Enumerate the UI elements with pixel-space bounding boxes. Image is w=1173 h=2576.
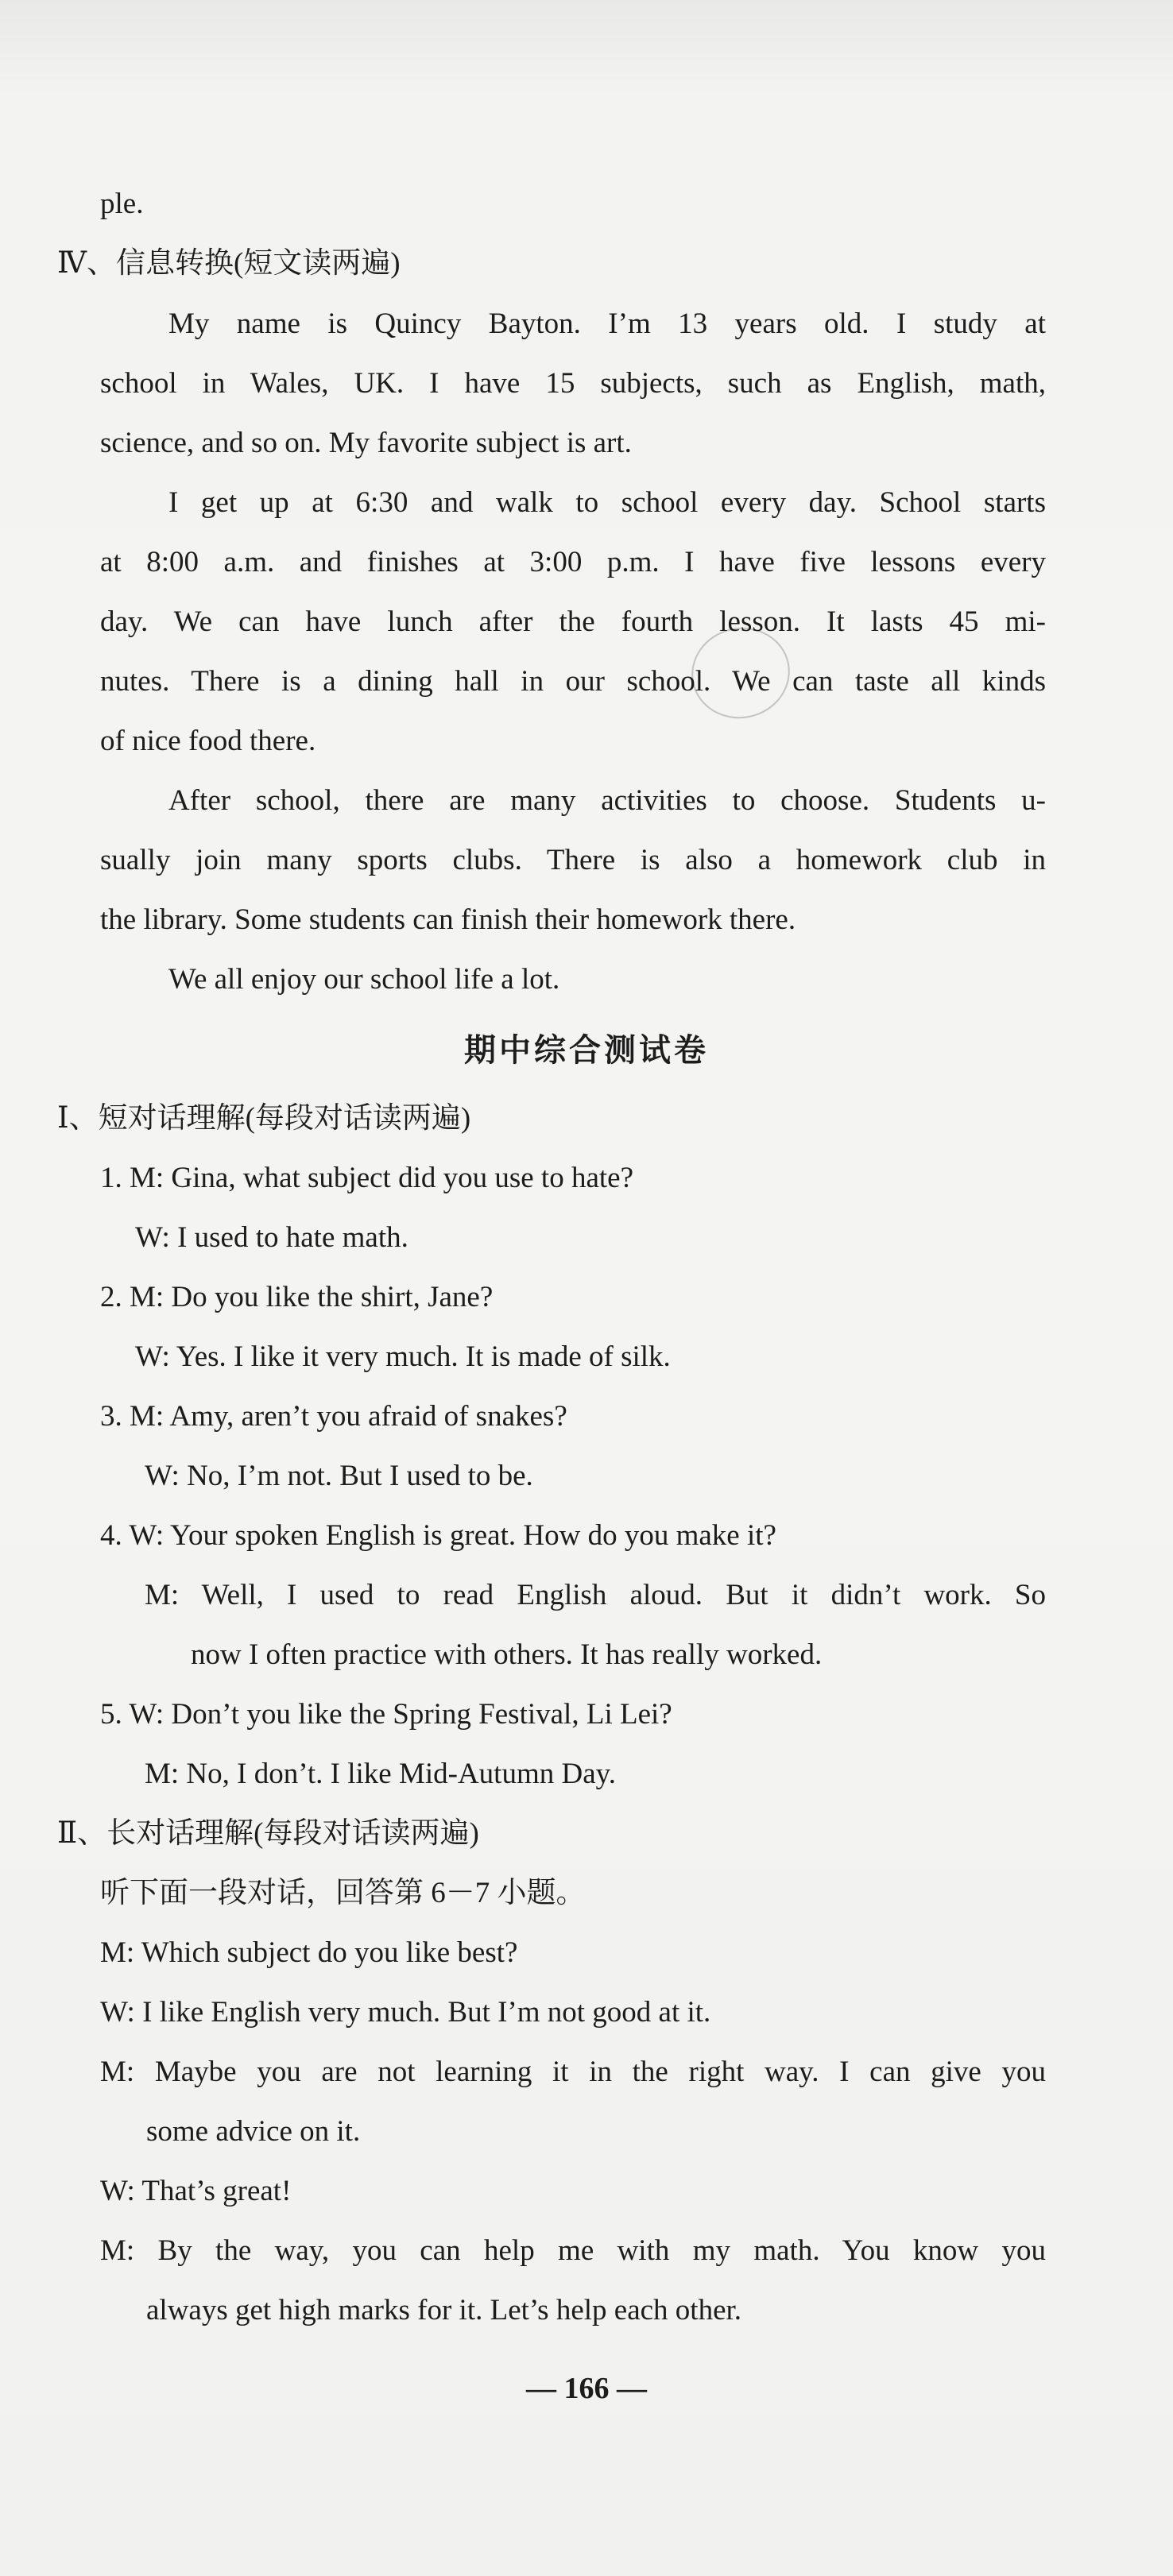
text-line: always get high marks for it. Let’s help each other. <box>146 2294 742 2327</box>
text-line: 2. M: Do you like the shirt, Jane? <box>100 1281 494 1313</box>
text-line: day. We can have lunch after the fourth lesson. It lasts 45 mi- <box>100 605 1046 638</box>
text-line: some advice on it. <box>146 2115 361 2148</box>
text-line: W: I like English very much. But I’m not good at it. <box>100 1996 711 2029</box>
text-line: at 8:00 a.m. and finishes at 3:00 p.m. I have five lessons every <box>100 546 1046 578</box>
text-line: 3. M: Amy, aren’t you afraid of snakes? <box>100 1400 567 1433</box>
text-line: 1. M: Gina, what subject did you use to hate? <box>100 1162 634 1194</box>
text-line: Ⅱ、长对话理解(每段对话读两遍) <box>57 1817 479 1850</box>
text-line: nutes. There is a dining hall in our school. We can taste all kinds <box>100 665 1046 698</box>
text-line: science, and so on. My favorite subject is art. <box>100 427 632 459</box>
text-line: W: Yes. I like it very much. It is made of silk. <box>135 1340 671 1373</box>
text-line: school in Wales, UK. I have 15 subjects, such as English, math, <box>100 367 1046 400</box>
text-line: Ⅰ、短对话理解(每段对话读两遍) <box>57 1102 471 1135</box>
section-title: 期中综合测试卷 <box>464 1032 709 1069</box>
text-line: M: Which subject do you like best? <box>100 1936 518 1969</box>
text-line: 听下面一段对话，回答第 6－7 小题。 <box>100 1877 586 1909</box>
text-line: Ⅳ、信息转换(短文读两遍) <box>57 247 401 280</box>
text-line: M: Maybe you are not learning it in the right way. I can give you <box>100 2056 1046 2088</box>
text-line: 4. W: Your spoken English is great. How do you make it? <box>100 1519 776 1552</box>
text-line: ple. <box>100 188 144 220</box>
text-line: M: By the way, you can help me with my math. You know you <box>100 2234 1046 2267</box>
text-line: 5. W: Don’t you like the Spring Festival, Li Lei? <box>100 1698 672 1731</box>
page-number: — 166 — <box>526 2372 647 2405</box>
text-line: sually join many sports clubs. There is also a homework club in <box>100 844 1046 876</box>
text-line: After school, there are many activities to choose. Students u- <box>168 784 1046 817</box>
text-line: I get up at 6:30 and walk to school every day. School starts <box>168 486 1046 519</box>
text-line: My name is Quincy Bayton. I’m 13 years old. I study at <box>168 307 1046 340</box>
text-line: W: No, I’m not. But I used to be. <box>145 1460 533 1492</box>
text-line: We all enjoy our school life a lot. <box>168 963 560 996</box>
text-line: now I often practice with others. It has really worked. <box>191 1638 823 1671</box>
text-line: W: I used to hate math. <box>135 1221 408 1254</box>
text-line: M: No, I don’t. I like Mid-Autumn Day. <box>145 1758 616 1790</box>
text-line: W: That’s great! <box>100 2175 292 2207</box>
text-line: of nice food there. <box>100 725 316 757</box>
text-line: M: Well, I used to read English aloud. But it didn’t work. So <box>145 1579 1046 1611</box>
text-line: the library. Some students can finish their homework there. <box>100 903 796 936</box>
